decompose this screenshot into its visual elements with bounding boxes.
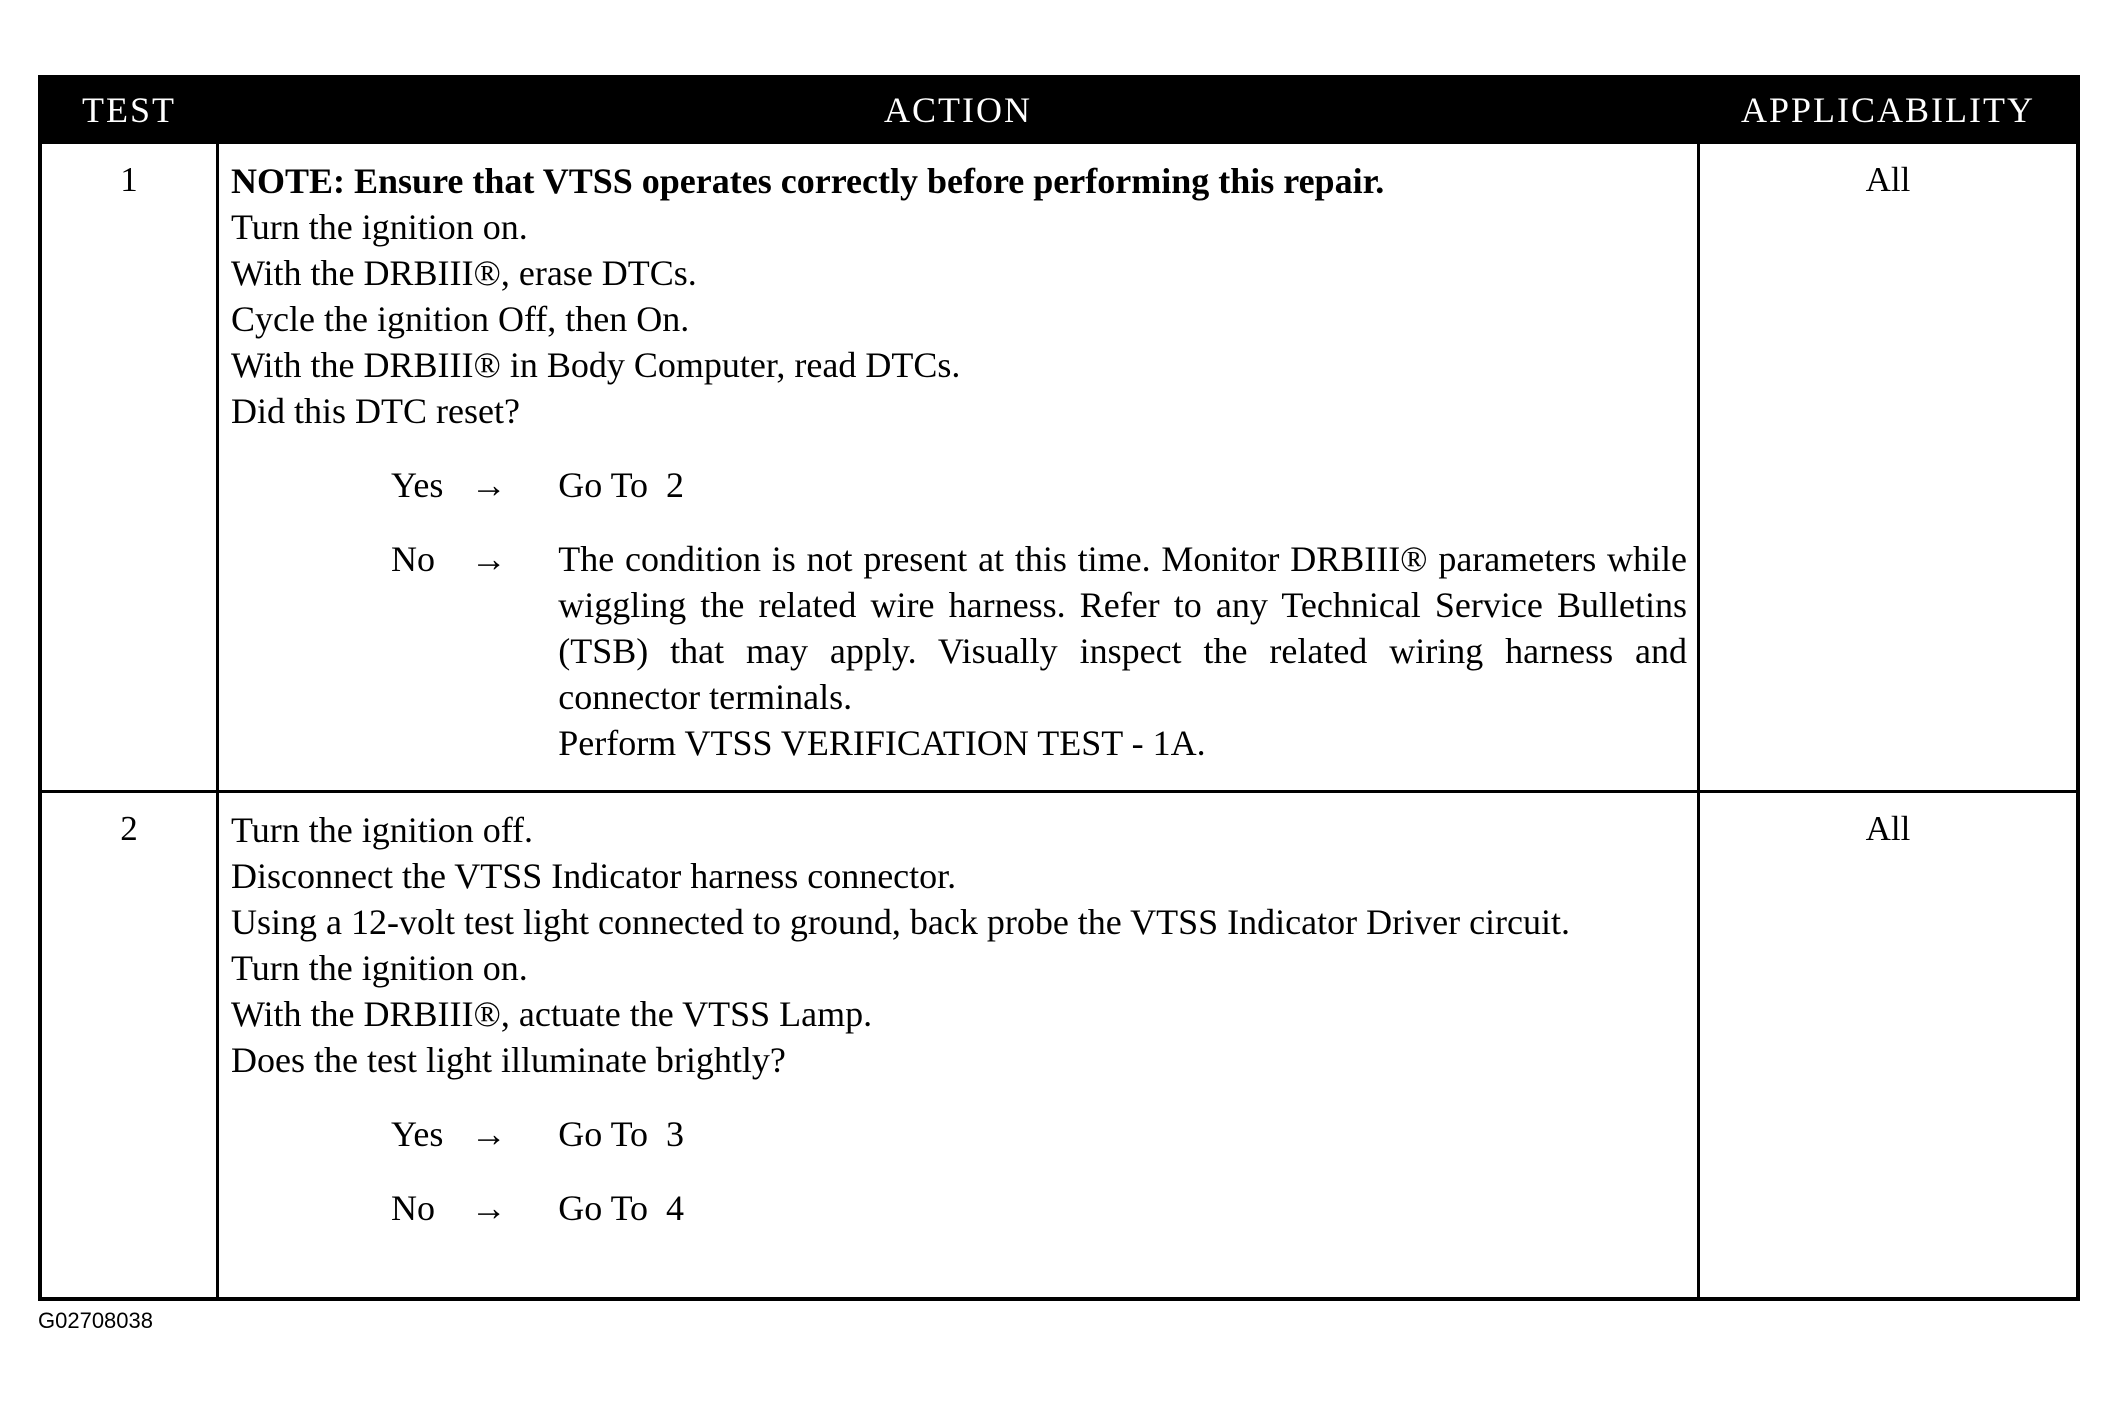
- header-applicability: APPLICABILITY: [1741, 90, 2035, 130]
- yes-result: Go To 3: [558, 1114, 685, 1154]
- action-cell: [216, 793, 1700, 1297]
- test-number: 2: [120, 809, 138, 848]
- action-cell: [216, 144, 1700, 790]
- table-row: [42, 141, 2076, 790]
- no-result-block: [558, 536, 1687, 766]
- step-text: Turn the ignition on.: [231, 207, 528, 247]
- applicability-cell: All: [1865, 160, 1911, 199]
- no-result: The condition is not present at this time. Monitor DRBIII® parameters while wiggling the related wire harness. Refer to any Technical Service Bulletins (TSB) that may apply. Visually inspect the related wiring harness and connector terminals.: [558, 539, 1687, 717]
- header-test: TEST: [82, 90, 176, 130]
- no-result-action: Perform VTSS VERIFICATION TEST - 1A.: [558, 723, 1206, 763]
- no-label: No: [391, 539, 435, 579]
- step-text: With the DRBIII®, actuate the VTSS Lamp.: [231, 994, 873, 1034]
- step-text: Turn the ignition on.: [231, 948, 528, 988]
- yes-result: Go To 2: [558, 465, 685, 505]
- step-text: With the DRBIII® in Body Computer, read DTCs.: [231, 345, 961, 385]
- no-label: No: [391, 1188, 435, 1228]
- diagnostic-test-table: [38, 75, 2080, 1301]
- applicability-cell: All: [1865, 809, 1911, 848]
- no-option: [391, 536, 1687, 766]
- question-text: Did this DTC reset?: [231, 391, 520, 431]
- arrow-icon: →: [470, 465, 507, 505]
- step-text: Cycle the ignition Off, then On.: [231, 299, 690, 339]
- no-option: [391, 1185, 1687, 1231]
- arrow-icon: →: [470, 1114, 507, 1154]
- yes-option: [391, 462, 1687, 508]
- figure-id: G02708038: [38, 1308, 153, 1333]
- test-number: 1: [120, 160, 138, 199]
- note-text: NOTE: Ensure that VTSS operates correctly before performing this repair.: [231, 161, 1385, 201]
- yes-label: Yes: [391, 465, 444, 505]
- step-text: Disconnect the VTSS Indicator harness connector.: [231, 856, 957, 896]
- header-action: ACTION: [884, 90, 1032, 130]
- yes-label: Yes: [391, 1114, 444, 1154]
- step-text: With the DRBIII®, erase DTCs.: [231, 253, 697, 293]
- arrow-icon: →: [470, 539, 507, 579]
- table-header: [42, 79, 2076, 141]
- arrow-icon: →: [470, 1188, 507, 1228]
- step-text: Using a 12-volt test light connected to ground, back probe the VTSS Indicator Driver circuit.: [231, 902, 1571, 942]
- no-result: Go To 4: [558, 1188, 685, 1228]
- yes-option: [391, 1111, 1687, 1157]
- step-text: Turn the ignition off.: [231, 810, 534, 850]
- question-text: Does the test light illuminate brightly?: [231, 1040, 786, 1080]
- table-row: [42, 790, 2076, 1297]
